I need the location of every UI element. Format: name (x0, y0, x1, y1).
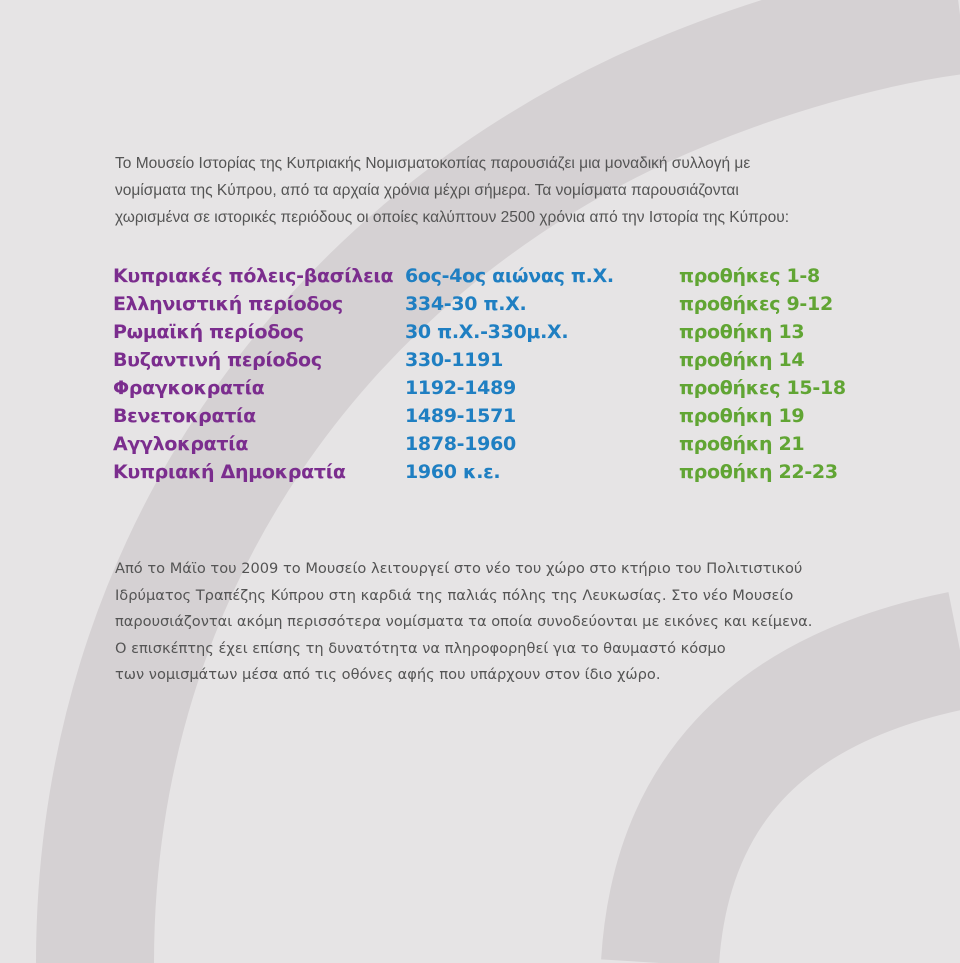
outro-line: των νομισμάτων μέσα από τις οθόνες αφής που υπάρχουν στον ίδιο χώρο. (115, 666, 661, 683)
period-dates: 30 π.Χ.-330μ.Χ. (405, 321, 569, 343)
outro-line: Ιδρύματος Τραπέζης Κύπρου στη καρδιά της παλιάς πόλης της Λευκωσίας. Στο νέο Μουσείο (115, 586, 794, 604)
outro-paragraph (115, 556, 875, 689)
period-dates: 334-30 π.Χ. (405, 293, 527, 315)
showcase-label: προθήκη 22-23 (679, 461, 838, 483)
period-name: Φραγκοκρατία (113, 377, 265, 399)
intro-line: Το Μουσείο Ιστορίας της Κυπριακής Νομισματοκοπίας παρουσιάζει μια μοναδική συλλογή με (115, 155, 751, 172)
period-dates: 1960 κ.ε. (405, 461, 501, 483)
period-dates: 1192-1489 (405, 377, 516, 399)
period-name: Ρωμαϊκή περίοδος (113, 321, 304, 343)
outro-line: Ο επισκέπτης έχει επίσης τη δυνατότητα να πληροφορηθεί για το θαυμαστό κόσμο (115, 639, 726, 657)
period-names-column (113, 262, 403, 486)
showcase-label: προθήκη 19 (679, 405, 805, 427)
outro-line: παρουσιάζονται ακόμη περισσότερα νομίσματα τα οποία συνοδεύονται με εικόνες και κείμενα. (115, 613, 813, 630)
period-name: Ελληνιστική περίοδος (113, 293, 343, 315)
intro-line: νομίσματα της Κύπρου, από τα αρχαία χρόνια μέχρι σήμερα. Τα νομίσματα παρουσιάζονται (115, 182, 739, 199)
showcase-label: προθήκες 9-12 (679, 293, 833, 315)
showcase-label: προθήκες 1-8 (679, 265, 820, 287)
period-name: Αγγλοκρατία (113, 433, 249, 455)
period-dates: 330-1191 (405, 349, 504, 371)
showcases-column (679, 262, 879, 486)
period-name: Βυζαντινή περίοδος (113, 349, 322, 371)
period-dates: 1878-1960 (405, 433, 516, 455)
period-name: Κυπριακή Δημοκρατία (113, 461, 346, 483)
showcase-label: προθήκη 13 (679, 321, 805, 343)
showcase-label: προθήκη 21 (679, 433, 805, 455)
period-dates: 6ος-4ος αιώνας π.Χ. (405, 265, 614, 287)
period-name: Βενετοκρατία (113, 405, 256, 427)
period-dates: 1489-1571 (405, 405, 516, 427)
showcase-label: προθήκες 15-18 (679, 377, 846, 399)
periods-table (113, 262, 873, 492)
period-name: Κυπριακές πόλεις-βασίλεια (113, 265, 394, 287)
intro-line: χωρισμένα σε ιστορικές περιόδους οι οποίες καλύπτουν 2500 χρόνια από την Ιστορία της Κύπρου: (115, 209, 790, 226)
period-dates-column (405, 262, 665, 486)
outro-line: Από το Μάϊο του 2009 το Μουσείο λειτουργεί στο νέο του χώρο στο κτήριο του Πολιτιστικού (115, 560, 803, 577)
intro-paragraph (115, 150, 875, 231)
showcase-label: προθήκη 14 (679, 349, 805, 371)
